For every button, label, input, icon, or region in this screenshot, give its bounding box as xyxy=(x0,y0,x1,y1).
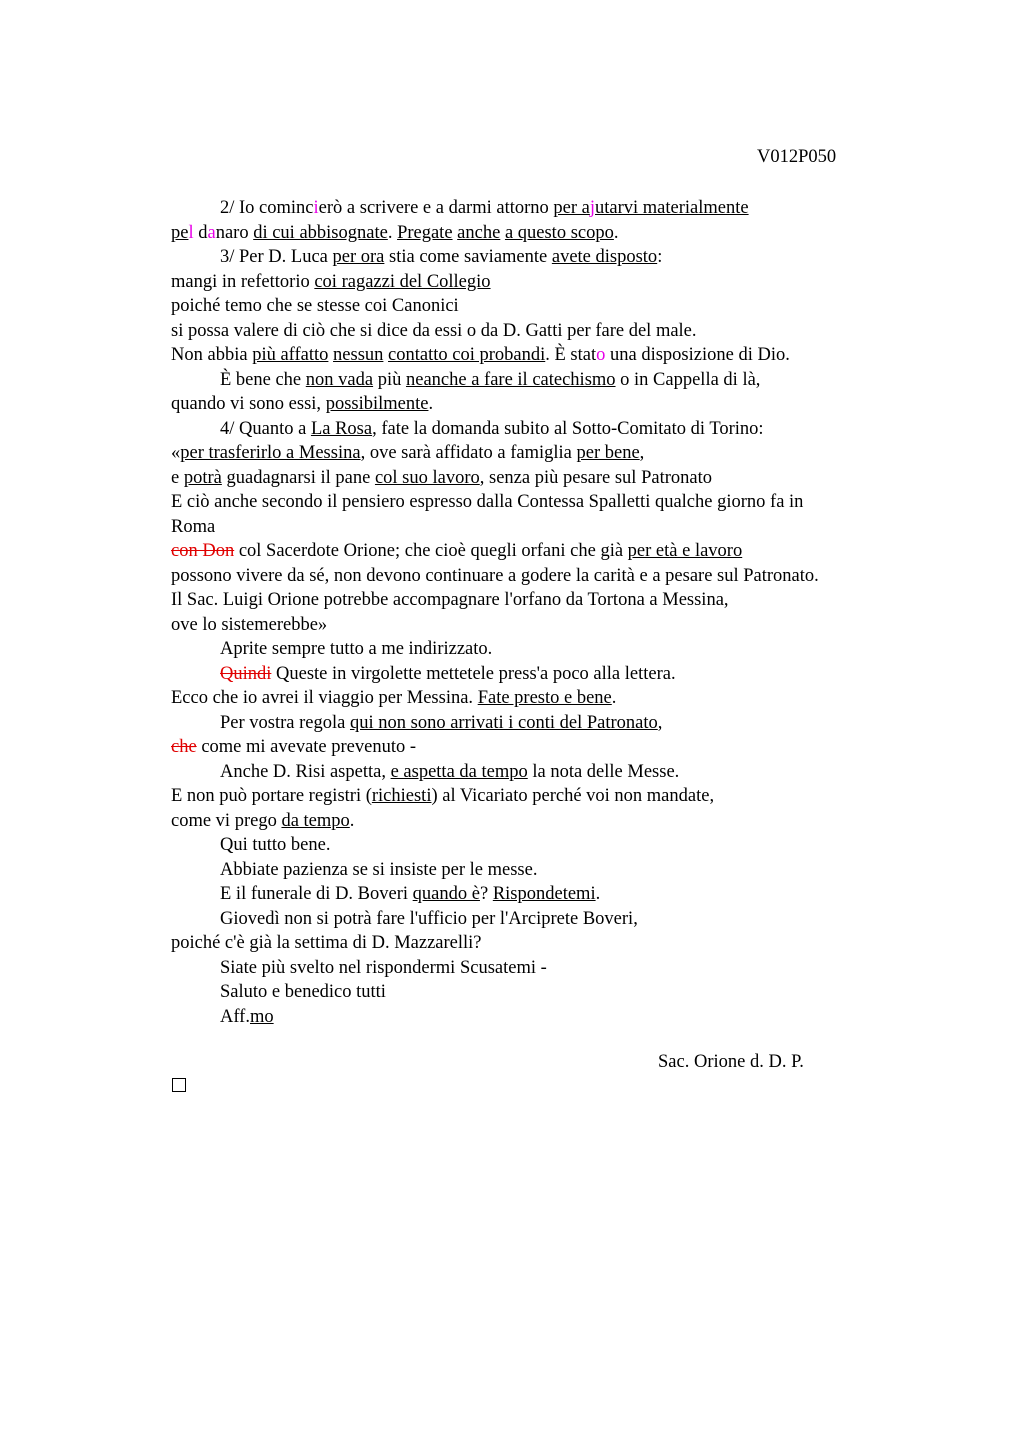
text-run: ) al Vicariato perché voi non mandate, xyxy=(431,786,715,806)
underlined-text: per ora xyxy=(332,247,385,267)
text-run: Roma xyxy=(171,516,216,537)
underlined-text: per bene xyxy=(576,443,640,463)
text-line xyxy=(171,441,931,466)
text-run: Giovedì non si potrà fare l'ufficio per l'Arciprete Boveri, xyxy=(220,908,638,929)
text-run: naro xyxy=(215,222,254,243)
text-run: 4/ Quanto a xyxy=(220,418,311,439)
text-run: , xyxy=(657,712,663,733)
text-line xyxy=(171,221,931,246)
underlined-text: per a xyxy=(553,198,590,218)
text-run: , senza più pesare sul Patronato xyxy=(479,467,712,488)
signature: Sac. Orione d. D. P. xyxy=(658,1052,804,1072)
text-line xyxy=(171,956,931,981)
letter-body xyxy=(171,196,931,1029)
text-run: guadagnarsi il pane xyxy=(221,467,375,488)
text-run: . xyxy=(387,222,398,243)
deleted-text: con Don xyxy=(171,541,235,561)
text-line xyxy=(171,270,931,295)
text-line xyxy=(171,858,931,883)
inserted-letter: i xyxy=(313,198,319,218)
text-run: , ove sarà affidato a famiglia xyxy=(360,443,577,463)
text-run: ove lo sistemerebbe» xyxy=(171,614,328,635)
text-run: , fate la domanda subito al Sotto-Comitato di Torino: xyxy=(372,418,764,439)
underlined-text: nessun xyxy=(333,345,384,365)
text-line xyxy=(171,882,931,907)
underlined-text: Fate presto e bene xyxy=(477,688,612,708)
underlined-text: pe xyxy=(171,222,189,243)
text-run: . xyxy=(595,884,601,904)
inserted-letter: o xyxy=(596,345,606,365)
text-run: , xyxy=(639,443,645,463)
text-run: mangi in refettorio xyxy=(171,271,315,292)
text-run: 3/ Per D. Luca xyxy=(220,247,333,267)
text-line xyxy=(171,907,931,932)
text-line xyxy=(171,588,931,613)
text-line xyxy=(171,686,931,711)
text-line xyxy=(171,613,931,638)
text-line xyxy=(171,980,931,1005)
text-run: erò a scrivere e a darmi attorno xyxy=(318,198,554,218)
text-run: E il funerale di D. Boveri xyxy=(220,884,413,904)
text-line xyxy=(171,711,931,736)
underlined-text: anche xyxy=(457,222,501,243)
underlined-text: non vada xyxy=(305,369,374,390)
text-run: stia come saviamente xyxy=(384,247,552,267)
text-run: 2/ Io cominc xyxy=(220,198,314,218)
text-line xyxy=(171,760,931,785)
text-line xyxy=(171,294,931,319)
text-line xyxy=(171,662,931,687)
text-run: : xyxy=(657,247,663,267)
text-run: Anche D. Risi aspetta, xyxy=(220,761,391,782)
text-line xyxy=(171,833,931,858)
inserted-letter: a xyxy=(207,222,216,243)
text-line xyxy=(171,735,931,760)
text-line xyxy=(171,466,931,491)
text-run: Saluto e benedico tutti xyxy=(220,982,386,1002)
underlined-text: per trasferirlo a Messina xyxy=(180,443,361,463)
deleted-text: che xyxy=(171,737,197,757)
text-line xyxy=(171,784,931,809)
text-line xyxy=(171,343,931,368)
text-run: ? xyxy=(479,884,493,904)
text-line xyxy=(171,368,931,393)
document-id: V012P050 xyxy=(757,147,837,167)
text-run: Siate più svelto nel rispondermi Scusatemi - xyxy=(220,957,547,978)
text-line xyxy=(171,637,931,662)
text-run: . xyxy=(611,688,617,708)
text-run: . xyxy=(613,222,619,243)
text-run: d xyxy=(193,222,208,243)
underlined-text: avete disposto xyxy=(551,247,658,267)
text-run: . xyxy=(428,394,434,414)
text-line xyxy=(171,319,931,344)
text-line xyxy=(171,539,931,564)
underlined-text: utarvi materialmente xyxy=(595,198,749,218)
underlined-text: Pregate xyxy=(397,222,453,243)
deleted-text: Quindi xyxy=(220,663,272,684)
text-run: più xyxy=(373,369,406,390)
underlined-text: neanche a fare il catechismo xyxy=(405,369,616,390)
text-run: la nota delle Messe. xyxy=(527,761,680,782)
text-run: Non abbia xyxy=(171,345,253,365)
underlined-text: qui non sono arrivati i conti del Patronato xyxy=(349,712,658,733)
text-run: E ciò anche secondo il pensiero espresso dalla Contessa Spalletti qualche giorno fa in xyxy=(171,492,804,512)
underlined-text: contatto coi probandi xyxy=(388,345,546,365)
text-run: col Sacerdote Orione; che cioè quegli orfani che già xyxy=(234,541,628,561)
text-run: come vi prego xyxy=(171,810,282,831)
underlined-text: coi ragazzi del Collegio xyxy=(314,271,491,292)
text-line xyxy=(171,490,931,515)
underlined-text: per età e lavoro xyxy=(627,541,743,561)
underlined-text: richiesti xyxy=(371,786,432,806)
underlined-text: mo xyxy=(249,1006,274,1027)
text-run: Il Sac. Luigi Orione potrebbe accompagnare l'orfano da Tortona a Messina, xyxy=(171,590,729,610)
underlined-text: col suo lavoro xyxy=(374,467,480,488)
underlined-text: a questo scopo xyxy=(504,222,614,243)
text-run: Abbiate pazienza se si insiste per le messe. xyxy=(220,859,538,880)
text-run: poiché c'è già la settima di D. Mazzarelli? xyxy=(171,933,482,953)
text-line xyxy=(171,1005,931,1030)
underlined-text: da tempo xyxy=(281,810,350,831)
text-run: E non può portare registri ( xyxy=(171,786,372,806)
underlined-text: possibilmente xyxy=(325,394,429,414)
text-run: possono vivere da sé, non devono continuare a godere la carità e a pesare sul Patronato. xyxy=(171,565,819,586)
text-run: una disposizione di Dio. xyxy=(605,345,790,365)
text-line xyxy=(171,196,931,221)
text-run: « xyxy=(171,443,181,463)
text-run: come mi avevate prevenuto - xyxy=(196,737,417,757)
text-run: Queste in virgolette mettetele press'a poco alla lettera. xyxy=(271,663,676,684)
underlined-text: quando è xyxy=(412,884,480,904)
text-run: poiché temo che se stesse coi Canonici xyxy=(171,296,459,316)
underlined-text: e aspetta da tempo xyxy=(390,761,528,782)
underlined-text: potrà xyxy=(183,467,222,488)
text-line xyxy=(171,564,931,589)
text-line xyxy=(171,809,931,834)
text-line xyxy=(171,417,931,442)
text-run: Per vostra regola xyxy=(220,712,350,733)
text-line xyxy=(171,245,931,270)
text-line xyxy=(171,931,931,956)
underlined-text: La Rosa xyxy=(310,418,373,439)
text-run: Ecco che io avrei il viaggio per Messina. xyxy=(171,688,478,708)
text-run: È bene che xyxy=(220,369,306,390)
text-run: o in Cappella di là, xyxy=(615,369,761,390)
inserted-letter: l xyxy=(188,222,194,243)
text-run: quando vi sono essi, xyxy=(171,394,326,414)
text-line xyxy=(171,392,931,417)
text-run: Aprite sempre tutto a me indirizzato. xyxy=(220,639,493,659)
text-run: Aff. xyxy=(220,1006,250,1027)
underlined-text: di cui abbisognate xyxy=(253,222,388,243)
text-run: e xyxy=(171,467,184,488)
text-line xyxy=(171,515,931,540)
underlined-text: più affatto xyxy=(252,345,329,365)
checkbox-square-icon xyxy=(172,1078,186,1092)
text-run: . xyxy=(349,810,355,831)
text-run: si possa valere di ciò che si dice da essi o da D. Gatti per fare del male. xyxy=(171,320,697,341)
inserted-letter: j xyxy=(589,198,595,218)
text-run: . È stat xyxy=(545,345,597,365)
underlined-text: Rispondetemi xyxy=(492,884,596,904)
text-run: Qui tutto bene. xyxy=(220,835,331,855)
